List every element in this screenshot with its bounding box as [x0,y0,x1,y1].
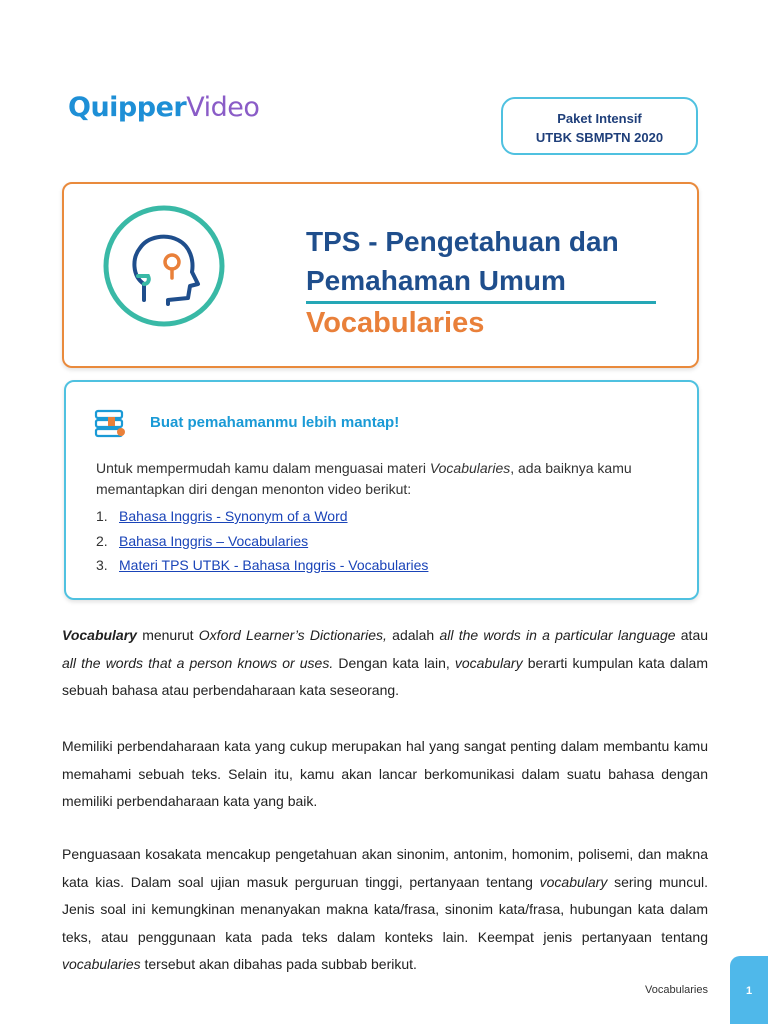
definition-part2: all the words that a person knows or uses. [62,654,334,671]
paragraph-definition [62,622,708,705]
intro-emphasis: Vocabularies [429,460,511,476]
intro-text: Untuk mempermudah kamu dalam menguasai materi [96,460,430,476]
logo-quipper: Quipper [68,92,187,123]
paragraph-mastery [62,841,708,979]
text: Dengan kata lain, [333,654,455,671]
footer-section-label: Vocabularies [645,984,708,996]
term-vocabulary: Vocabulary [62,627,137,643]
topic-header-box [62,182,699,368]
page-number-tab [730,956,768,1024]
list-number: 2. [96,532,108,549]
text: atau [675,627,709,643]
recommendation-intro [96,458,676,500]
list-item [96,553,428,578]
topic-title [306,222,619,300]
quipper-video-logo [68,92,259,123]
topic-subtitle: Vocabularies [306,307,485,339]
logo-video: Video [186,92,260,123]
intro-text-end: , ada baiknya kamu memantapkan diri dengan menonton video berikut: [96,460,632,497]
text: tersebut akan dibahas pada subbab berikut. [140,956,417,972]
package-badge-line1: Paket Intensif [557,111,642,126]
page-number: 1 [745,985,753,997]
list-item [96,504,428,529]
list-number: 1. [96,508,108,524]
list-item [96,529,428,554]
term-vocabulary-inline: vocabulary [454,654,523,671]
video-link-tps-utbk[interactable]: Materi TPS UTBK - Bahasa Inggris - Vocabularies [119,557,429,573]
paragraph-importance: Memiliki perbendaharaan kata yang cukup merupakan hal yang sangat penting dalam membantu kamu memahami sebuah teks. Selain itu, kamu akan lancar berkomunikasi dalam suatu bahasa dengan memiliki perbendaharaan kata yang baik. [62,738,708,809]
text: adalah [386,627,440,643]
recommendation-heading: Buat pemahamanmu lebih mantap! [150,414,400,431]
definition-part1: all the words in a particular language [439,627,676,643]
topic-title-line2: Pemahaman Umum [306,265,566,296]
term-vocabularies-inline: vocabularies [62,956,141,972]
books-icon [94,408,130,438]
head-lightbulb-icon [102,204,226,328]
title-divider [306,301,656,304]
text: sering muncul. Jenis soal ini kemungkinan menanyakan makna kata/frasa, sinonim kata/frasa, hubungan kata dalam teks, atau penggunaan kata pada teks dalam konteks lain. Keempat jenis pertanyaan tentang [62,873,708,945]
topic-title-line1: TPS - Pengetahuan dan [306,226,619,257]
package-badge [501,97,698,155]
text: Penguasaan kosakata mencakup pengetahuan akan sinonim, antonim, homonim, polisemi, dan makna kata kias. Dalam soal ujian masuk perguruan tinggi, pertanyaan tentang [62,846,708,890]
video-recommendation-box [64,380,699,600]
text: menurut [136,627,199,643]
text: berarti kumpulan kata dalam sebuah bahasa atau perbendaharaan kata seseorang. [62,654,708,698]
package-badge-line2: UTBK SBMPTN 2020 [535,130,664,145]
video-link-list [96,504,428,578]
source-name: Oxford Learner’s Dictionaries, [198,627,387,643]
list-number: 3. [96,557,108,573]
term-vocabulary-inline: vocabulary [539,873,608,890]
video-link-synonym[interactable]: Bahasa Inggris - Synonym of a Word [119,508,348,524]
video-link-vocabularies[interactable]: Bahasa Inggris – Vocabularies [119,532,309,549]
